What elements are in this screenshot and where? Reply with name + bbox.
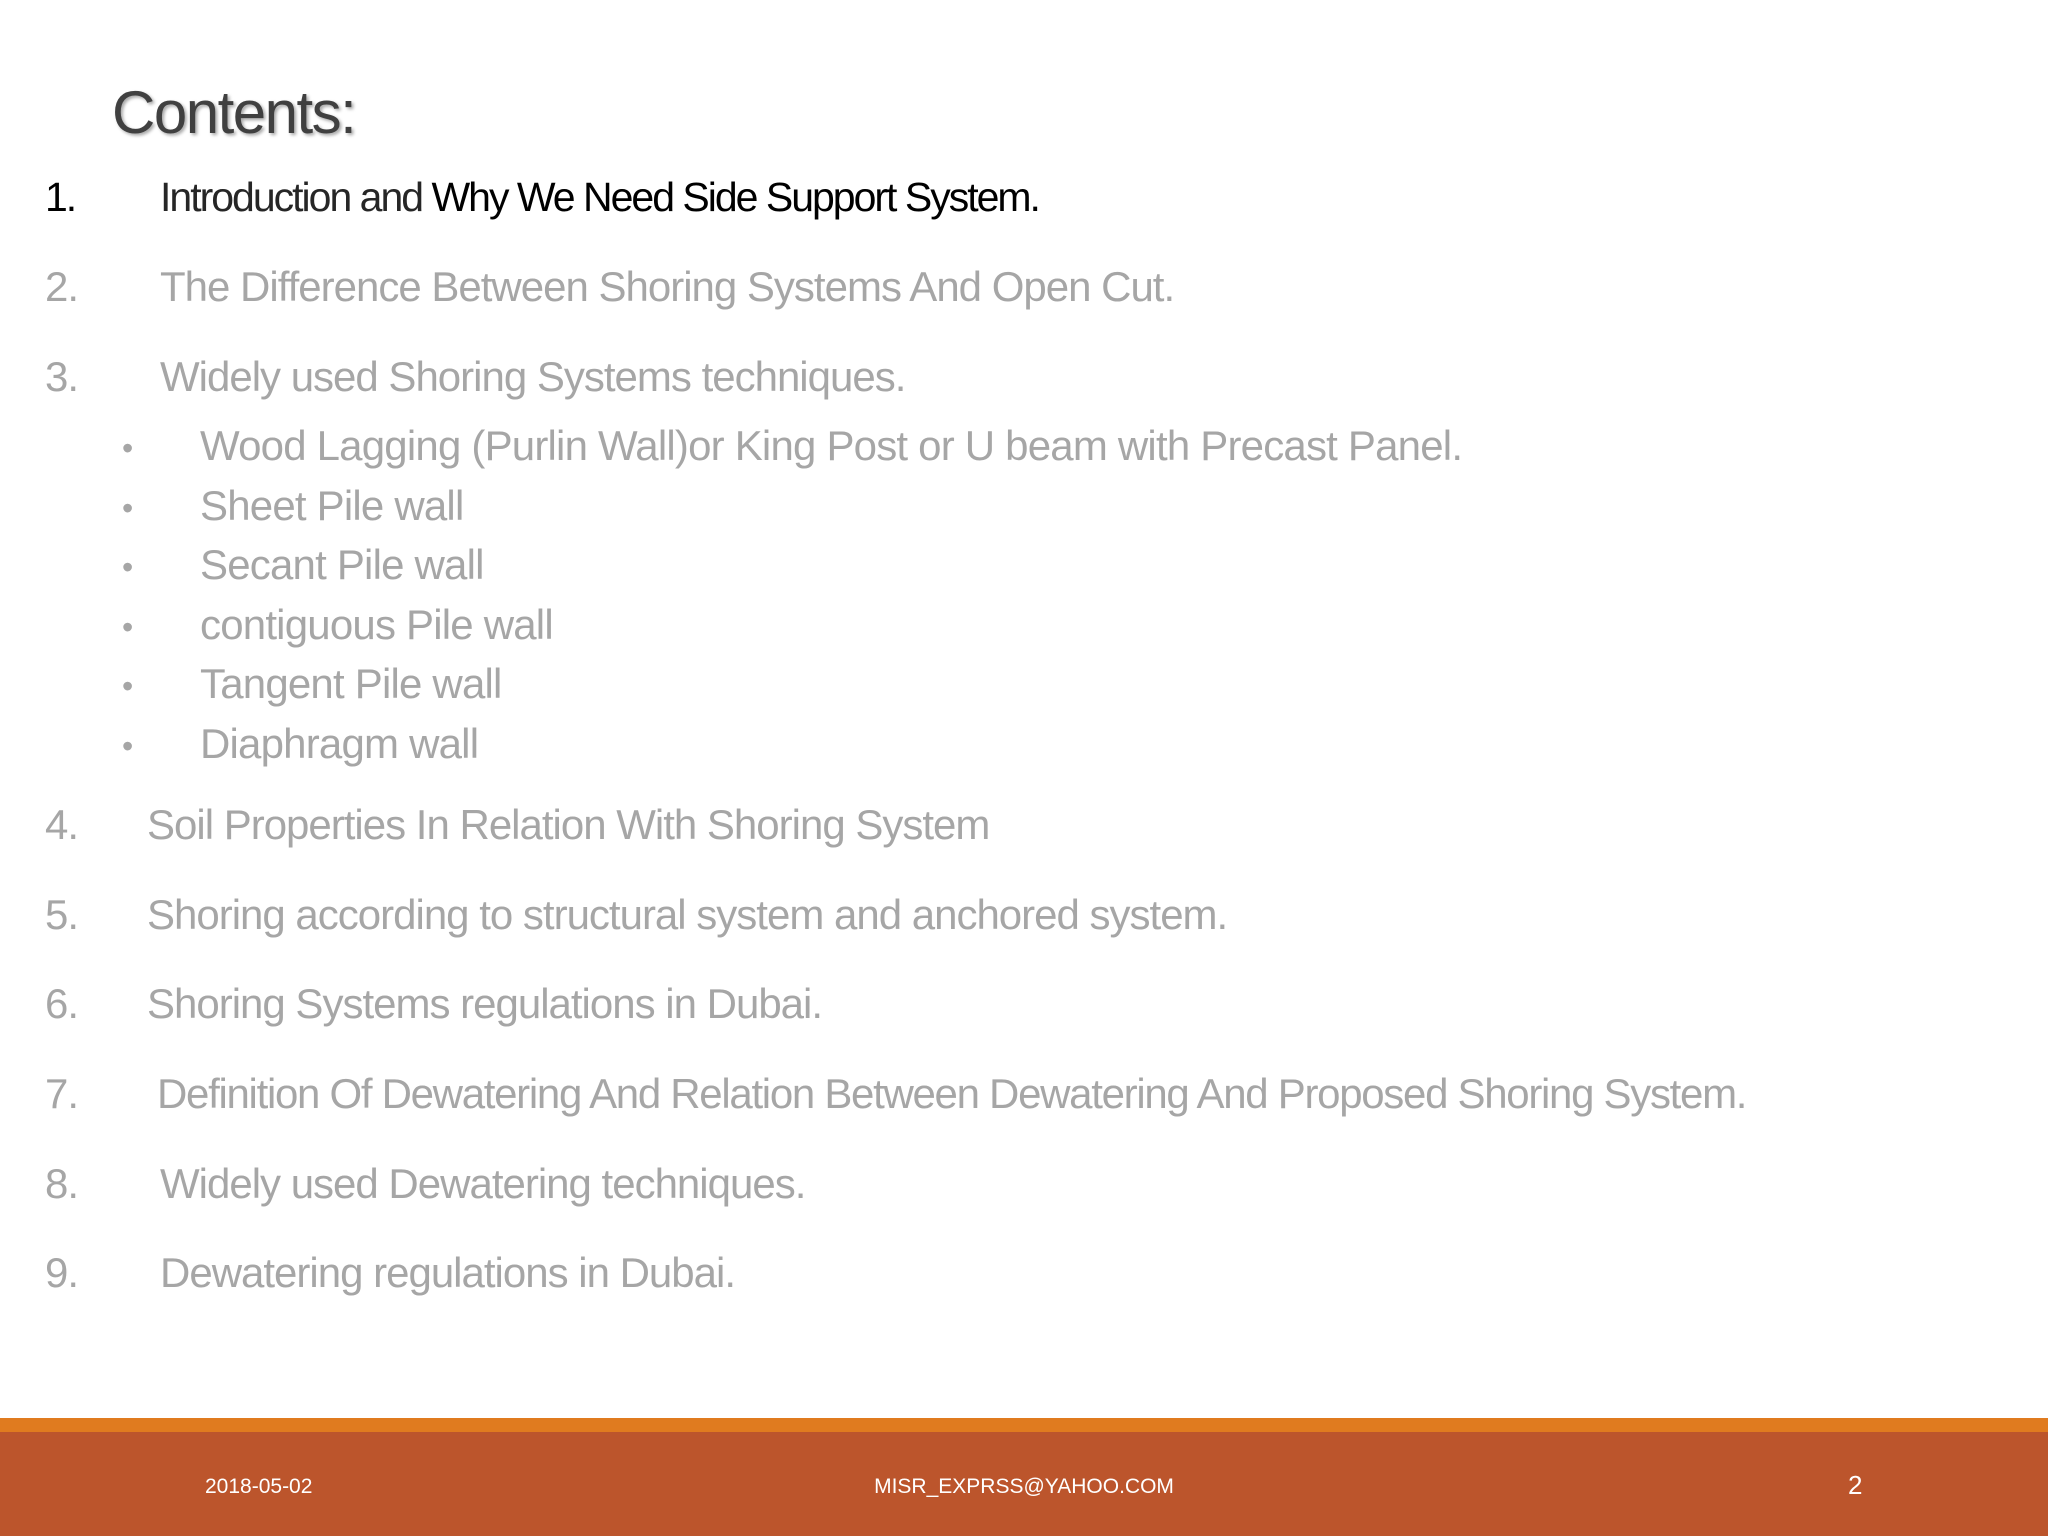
bullet-icon: • [122,430,133,466]
item-text: Definition Of Dewatering And Relation Between Dewatering And Proposed Shoring System. [157,1070,1747,1117]
sub-item-4 [0,601,2048,657]
footer-accent-stripe [0,1418,2048,1432]
sub-item-1 [0,422,2048,478]
item-text: Shoring Systems regulations in Dubai. [147,980,823,1027]
bullet-icon: • [122,668,133,704]
contents-item-1 [0,174,2048,234]
item-text: Dewatering regulations in Dubai. [160,1249,736,1296]
item-number: 5. [45,891,79,938]
contents-item-5 [0,891,2048,951]
item-number: 1. [45,174,76,220]
footer-date: 2018-05-02 [205,1475,313,1498]
item-number: 3. [45,353,79,400]
bullet-icon: • [122,490,133,526]
sub-item-text: Sheet Pile wall [200,482,464,529]
sub-item-3 [0,541,2048,597]
item-number: 9. [45,1249,79,1296]
item-text [160,174,1039,221]
contents-item-7 [0,1070,2048,1130]
item-text: The Difference Between Shoring Systems And Open Cut. [160,263,1175,310]
contents-item-3 [0,353,2048,413]
contents-item-6 [0,980,2048,1040]
bullet-icon: • [122,549,133,585]
item-number: 6. [45,980,79,1027]
sub-item-text: Tangent Pile wall [200,660,502,707]
item-text-lead: Introduction and [160,174,432,220]
page-number: 2 [1848,1470,1863,1500]
sub-item-text: Secant Pile wall [200,541,484,588]
item-number: 4. [45,801,79,848]
slide-footer [0,1432,2048,1536]
item-number: 7. [45,1070,79,1117]
sub-item-text: Diaphragm wall [200,720,479,767]
item-text: Soil Properties In Relation With Shoring System [147,801,990,848]
slide-title: Contents: [112,79,356,146]
bullet-icon: • [122,609,133,645]
item-text: Shoring according to structural system and anchored system. [147,891,1228,938]
contents-item-4 [0,801,2048,861]
item-text-main: Why We Need Side Support System. [431,174,1039,220]
item-number: 8. [45,1160,79,1207]
sub-item-text: contiguous Pile wall [200,601,553,648]
contents-item-9 [0,1249,2048,1309]
item-text: Widely used Dewatering techniques. [160,1160,806,1207]
sub-item-text: Wood Lagging (Purlin Wall)or King Post or U beam with Precast Panel. [200,422,1463,469]
sub-item-2 [0,482,2048,538]
item-text: Widely used Shoring Systems techniques. [160,353,906,400]
contents-item-8 [0,1160,2048,1220]
footer-email: MISR_EXPRSS@YAHOO.COM [874,1475,1174,1498]
bullet-icon: • [122,728,133,764]
contents-item-2 [0,263,2048,323]
sub-item-6 [0,720,2048,776]
item-number: 2. [45,263,79,310]
sub-item-5 [0,660,2048,716]
